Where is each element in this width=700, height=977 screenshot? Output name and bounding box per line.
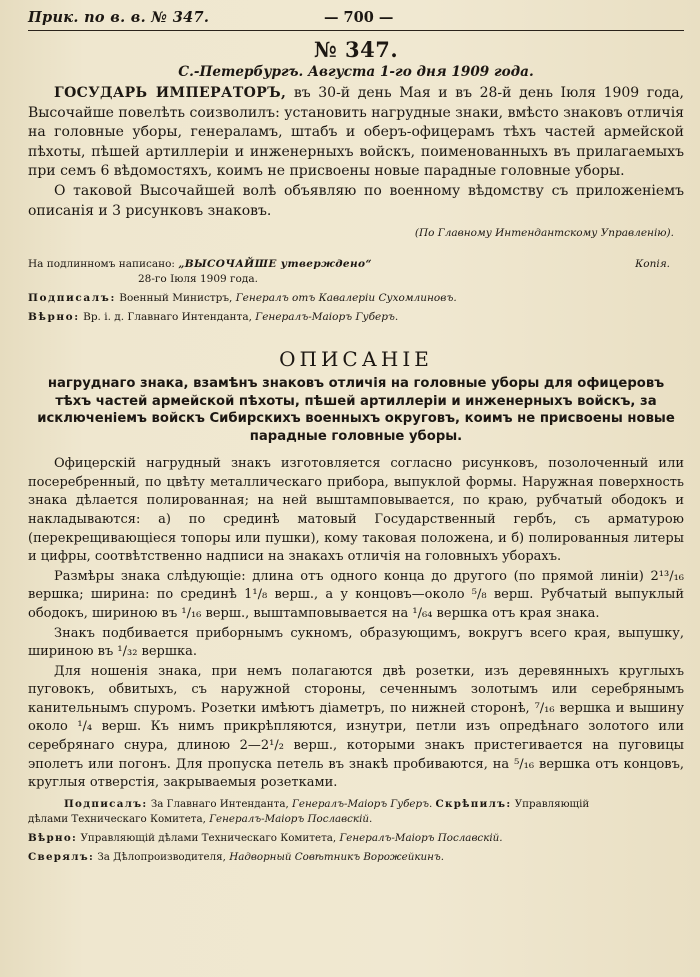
footer-skrepil-value2: дѣлами Техническаго Комитета,: [28, 813, 206, 826]
footer-sveril-line: [28, 850, 684, 865]
footer-verno-name: Генералъ-Маіоръ Пославскій.: [339, 832, 503, 845]
footer-sveril-value: За Дѣлопроизводителя,: [97, 851, 226, 864]
description-paragraph-2: Размѣры знака слѣдующіе: длина отъ одного конца до другого (по прямой линіи) 2¹³/₁₆ вершка; ширина: по срединѣ 1¹/₈ верш., а у концовъ—около ⁵/₈ верш. Рубчатый выпуклый ободокъ, шириною въ ¹/₁₆ верш., выштамповывается на ¹/₆₄ вершка отъ края знака.: [28, 568, 684, 621]
verno-value: Вр. і. д. Главнаго Интенданта,: [83, 311, 252, 324]
signed-name: Генералъ отъ Кавалеріи Сухомлиновъ.: [235, 292, 457, 305]
footer-signed-name: Генералъ-Маіоръ Губеръ.: [292, 797, 433, 810]
signed-line: [28, 291, 684, 306]
original-label: На подлинномъ написано:: [28, 258, 175, 271]
footer-verno-value: Управляющій дѣлами Техническаго Комитета,: [80, 832, 337, 845]
verno-line: [28, 310, 684, 325]
description-paragraph-1: Офицерскій нагрудный знакъ изготовляется согласно рисунковъ, позолоченный или посеребренный, по цвѣту металлическаго прибора, выпуклой формы. Наружная поверхность знака дѣлается полированная; на ней выштамповывается, по краю, рубчатый ободокъ и накладываются: а) по срединѣ матовый Государственный гербъ, съ арматурою (перекрещивающіеся топоры или пушки), кому таковая положена, и б) полированныя литеры и цифры, соотвѣтственно надписи на знакахъ отличія на головныхъ уборахъ.: [28, 456, 684, 565]
order-reference: Прик. по в. в. № 347.: [28, 9, 210, 26]
signature-block: [28, 257, 684, 325]
original-value: „ВЫСОЧАЙШЕ утверждено“: [178, 258, 372, 271]
footer-skrepil-name: Генералъ-Маіоръ Пославскій.: [209, 813, 373, 826]
order-paragraph-2: О таковой Высочайшей волѣ объявляю по военному вѣдомству съ приложеніемъ описанія и 3 рисунковъ знаковъ.: [28, 182, 684, 219]
copy-mark: Копія.: [635, 258, 670, 271]
footer-skrepil-line: [28, 812, 684, 827]
footer-signed-label: Подписалъ:: [64, 797, 148, 810]
signed-value: Военный Министръ,: [119, 292, 233, 305]
description-body: [28, 455, 684, 793]
footer-verno-label: Вѣрно:: [28, 832, 78, 845]
order-source: (По Главному Интендантскому Управленію).: [414, 227, 674, 240]
description-paragraph-3: Знакъ подбивается приборнымъ сукномъ, образующимъ, вокругъ всего края, выпушку, шириною въ ¹/₃₂ вершка.: [28, 625, 684, 660]
footer-signed-line: [28, 797, 684, 812]
description-subtitle: нагруднаго знака, взамѣнъ знаковъ отличія на головные уборы для офицеровъ тѣхъ частей армейской пѣхоты, пѣшей артиллеріи и инженерныхъ войскъ, за исключеніемъ войскъ Сибирскихъ военныхъ округовъ, коимъ не присвоены новые парадные головные уборы.: [37, 376, 675, 444]
description-paragraph-4: Для ношенія знака, при немъ полагаются двѣ розетки, изъ деревянныхъ круглыхъ пуговокъ, обвитыхъ, съ наружной стороны, сеченнымъ золотымъ или серебрянымъ канительнымъ спуромъ. Розетки имѣютъ діаметръ, по нижней сторонѣ, ⁷/₁₆ вершка и вышину около ¹/₄ верш. Къ нимъ прикрѣпляются, изнутри, петли изъ опредѣнаго золотого или серебрянаго снура, длиною 2—2¹/₂ верш., которыми знакъ пристегивается на пуговицы эполетъ или погонъ. Для пропуска петель въ знакѣ пробиваются, на ⁵/₁₆ вершка отъ концовъ, круглыя отверстія, закрываемыя розетками.: [28, 663, 684, 791]
header-rule: [28, 30, 684, 31]
page-number: — 700 —: [324, 9, 394, 26]
footer-skrepil-value: Управляющій: [514, 797, 590, 810]
footer-sveril-name: Надворный Совѣтникъ Ворожейкинъ.: [229, 851, 445, 864]
order-paragraph-1: [28, 84, 684, 182]
verno-label: Вѣрно:: [28, 311, 80, 324]
footer-sveril-label: Сверялъ:: [28, 851, 95, 864]
original-date: 28-го Іюля 1909 года.: [138, 273, 258, 286]
footer-verno-line: [28, 831, 684, 846]
signed-label: Подписалъ:: [28, 292, 116, 305]
original-note: [28, 257, 684, 272]
order-text: въ 30-й день Мая и въ 28-й день Іюля 1909 года, Высочайше повелѣть соизволилъ: установить нагрудные знаки, вмѣсто знаковъ отличія на головные уборы, генераламъ, штабъ и оберъ-офицерамъ тѣхъ частей армейской пѣхоты, пѣшей артиллеріи и инженерныхъ войскъ, поименованныхъ въ прилагаемыхъ при семъ 6 вѣдомостяхъ, коимъ не присвоены новые парадные головные уборы.: [28, 85, 684, 180]
footer-signed-value: За Главнаго Интенданта,: [150, 797, 289, 810]
verno-name: Генералъ-Маіоръ Губеръ.: [255, 311, 399, 324]
description-title: ОПИСАНІЕ: [279, 347, 433, 372]
page-header: [28, 6, 684, 30]
order-lead: ГОСУДАРЬ ИМПЕРАТОРЪ,: [54, 85, 287, 101]
footer-signatures: [28, 797, 684, 866]
footer-skrepil-label: Скрѣпилъ:: [435, 797, 512, 810]
order-number: № 347.: [313, 37, 399, 62]
order-place-date: С.-Петербургъ. Августа 1-го дня 1909 года.: [178, 64, 534, 80]
